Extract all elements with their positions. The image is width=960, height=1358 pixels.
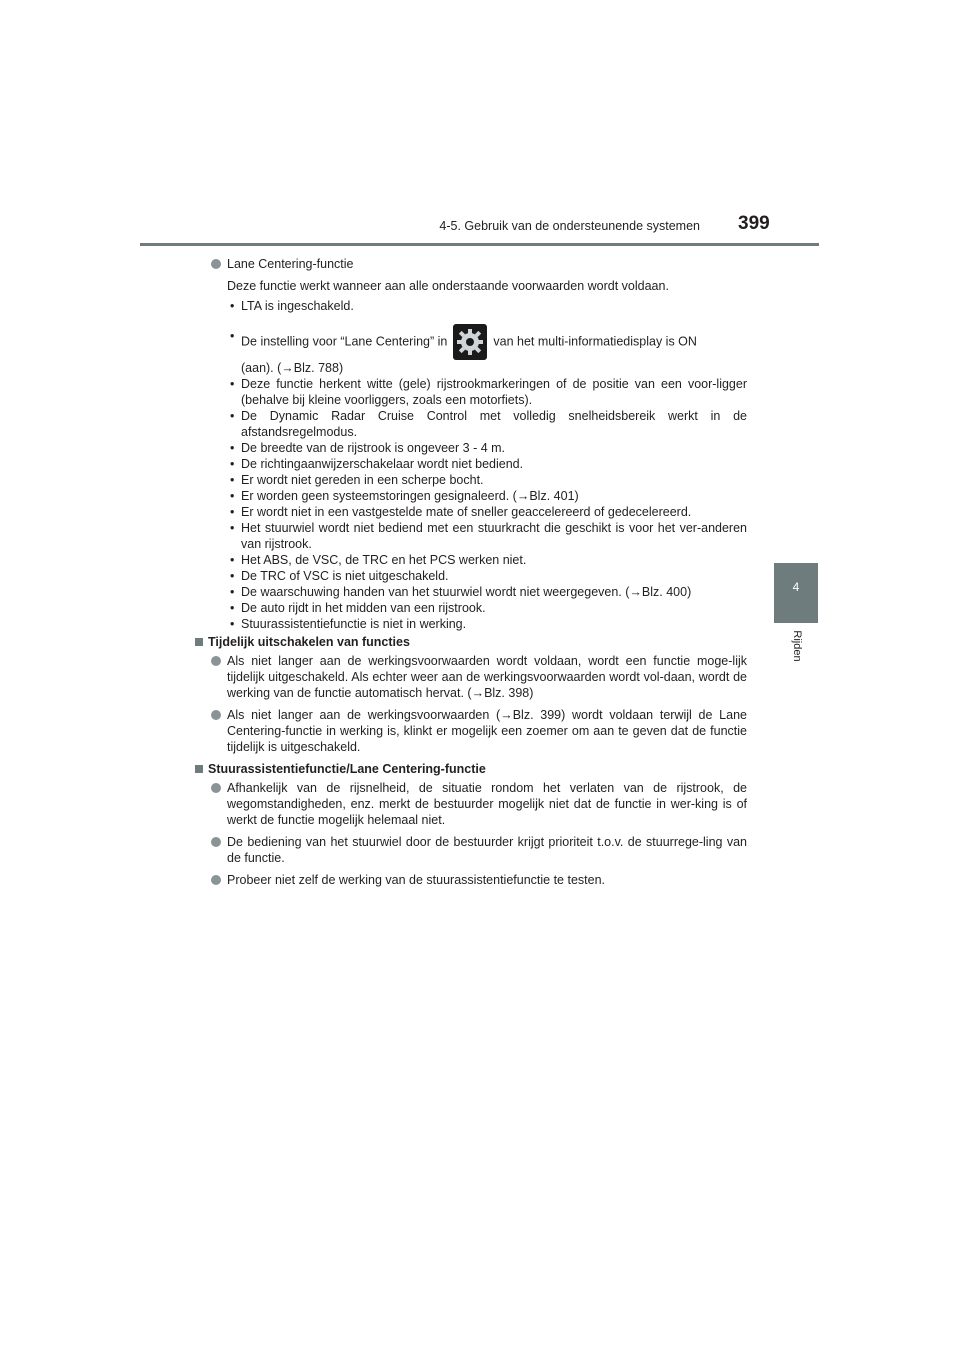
gear-icon [453,324,487,360]
section-heading-steer [195,761,747,777]
lane-centering-intro: Deze functie werkt wanneer aan alle onderstaande voorwaarden wordt voldaan. [227,279,669,293]
note-text: Afhankelijk van de rijsnelheid, de situatie rondom het verlaten van de rijstrook, de wegomstandigheden, enz. merkt de bestuurder mogelijk niet dat de functie in wer-king is of werkt de functie mogelijk helemaal niet. [227,781,747,827]
condition-item: • De TRC of VSC is niet uitgeschakeld. [227,568,747,584]
condition-item [227,324,747,376]
note-paragraph [211,834,747,866]
section-heading-text: Tijdelijk uitschakelen van functies [208,635,410,649]
chapter-label: Rijden [791,630,803,662]
page-number: 399 [738,213,770,234]
note-text: Als niet langer aan de werkingsvoorwaarden wordt voldaan, wordt een functie moge-lijk tijdelijk uitgeschakeld. Als echter weer aan de werkingsvoorwaarden wordt vol-daan, wordt de werking van de functie automatisch hervat. (→Blz. 398) [227,654,747,700]
condition-list [211,298,747,632]
section-square-icon [195,638,203,646]
condition-item: • Er worden geen systeemstoringen gesignaleerd. (→Blz. 401) [227,488,747,504]
bullet-dot [211,710,221,720]
condition-item: • Het ABS, de VSC, de TRC en het PCS werken niet. [227,552,747,568]
bullet-dot [211,875,221,885]
condition-text-continued: (aan). (→Blz. 788) [241,361,344,375]
note-text: Probeer niet zelf de werking van de stuurassistentiefunctie te testen. [227,873,605,887]
lane-centering-item [211,256,747,272]
note-paragraph [211,872,747,888]
condition-item: • De auto rijdt in het midden van een rijstrook. [227,600,747,616]
condition-item: • Er wordt niet in een vastgestelde mate of sneller geaccelereerd of gedecelereerd. [227,504,747,520]
header-section-title: 4-5. Gebruik van de ondersteunende systemen [439,219,700,233]
lane-centering-title: Lane Centering-functie [227,257,354,271]
note-paragraph [211,780,747,828]
note-text: Als niet langer aan de werkingsvoorwaarden (→Blz. 399) wordt voldaan terwijl de Lane Centering-functie in werking is, klinkt er mogelijk een zoemer om aan te geven dat de functie tijdelijk is uitgeschakeld. [227,708,747,754]
condition-text: van het multi-informatiedisplay is ON [493,334,697,349]
condition-item: • Deze functie herkent witte (gele) rijstrookmarkeringen of de positie van een voor-ligger (behalve bij kleine voorliggers, zoals een motorfiets). [227,376,747,408]
chapter-number: 4 [792,580,800,594]
condition-item: • De breedte van de rijstrook is ongeveer 3 - 4 m. [227,440,747,456]
condition-item: • Het stuurwiel wordt niet bediend met een stuurkracht die geschikt is voor het ver-anderen van rijstrook. [227,520,747,552]
bullet-dot [211,656,221,666]
note-paragraph [211,707,747,755]
bullet-dot [211,259,221,269]
note-paragraph [211,653,747,701]
condition-item: • Er wordt niet gereden in een scherpe bocht. [227,472,747,488]
condition-text: De instelling voor “Lane Centering” in [241,334,448,349]
bullet-dot [211,783,221,793]
header-rule [140,243,819,246]
bullet-dot [211,837,221,847]
condition-item: • De richtingaanwijzerschakelaar wordt niet bediend. [227,456,747,472]
condition-item: • De Dynamic Radar Cruise Control met volledig snelheidsbereik werkt in de afstandsregelmodus. [227,408,747,440]
page-content [208,256,747,894]
section-square-icon [195,765,203,773]
section-heading-text: Stuurassistentiefunctie/Lane Centering-functie [208,762,486,776]
note-text: De bediening van het stuurwiel door de bestuurder krijgt prioriteit t.o.v. de stuurrege-ling van de functie. [227,835,747,865]
condition-item: • De waarschuwing handen van het stuurwiel wordt niet weergegeven. (→Blz. 400) [227,584,747,600]
condition-item: • LTA is ingeschakeld. [227,298,747,314]
section-heading-temp [195,634,747,650]
condition-item: • Stuurassistentiefunctie is niet in werking. [227,616,747,632]
